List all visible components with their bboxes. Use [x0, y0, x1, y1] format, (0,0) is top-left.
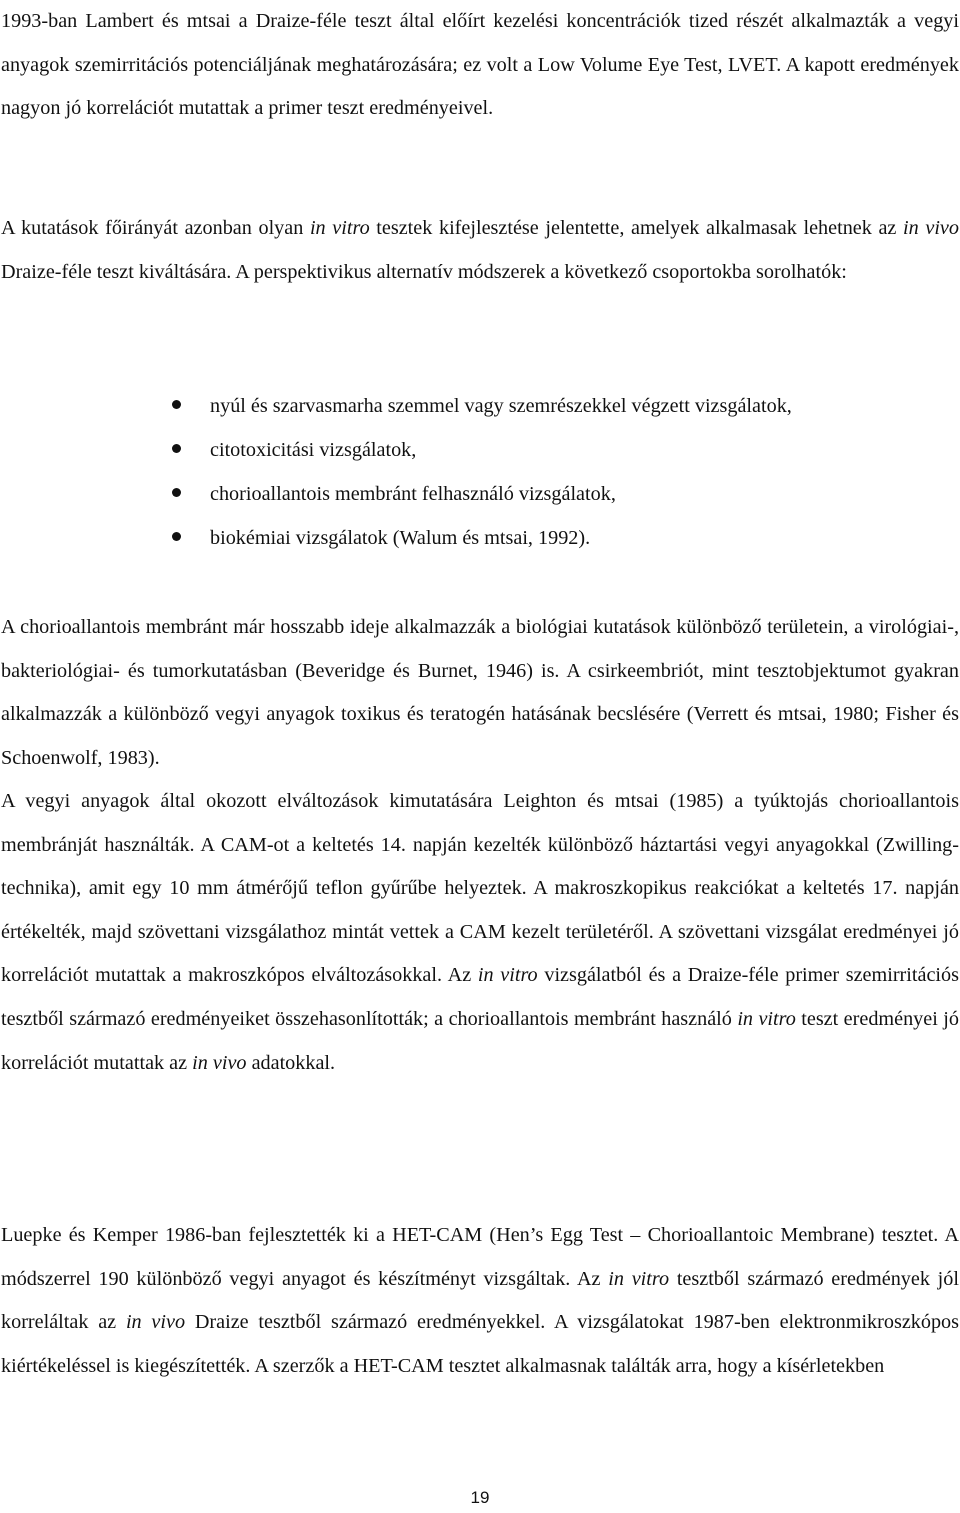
list-item-text: biokémiai vizsgálatok (Walum és mtsai, 1992).: [210, 527, 591, 549]
text-run: tesztek kifejlesztése jelentette, amelyek alkalmasak lehetnek az: [369, 217, 904, 239]
text-run: A vegyi anyagok által okozott elváltozások kimutatására Leighton és mtsai (1985) a tyúktojás chorioallantois membránját használták. A CAM-ot a keltetés 14. napján kezelték különböző háztartási vegyi anyagokkal (Zwilling-technika), amit egy 10 mm átmérőjű teflon gyűrűbe helyeztek. A makroszkopikus reakciókat a keltetés 17. napján értékelték, majd szövettani vizsgálathoz mintát vettek a CAM kezelt területéről. A szövettani vizsgálat eredményei jó korrelációt mutattak a makroszkópos elváltozásokkal. Az: [1, 790, 959, 987]
bullet-icon: [172, 400, 181, 409]
alternative-methods-list: [172, 384, 958, 560]
list-item-text: nyúl és szarvasmarha szemmel vagy szemrészekkel végzett vizsgálatok,: [210, 395, 792, 417]
italic-term: in vitro: [477, 964, 538, 987]
list-item: [172, 428, 958, 472]
italic-term: in vivo: [125, 1311, 186, 1334]
list-item: [172, 516, 958, 560]
italic-term: in vitro: [737, 1007, 796, 1030]
italic-term: in vitro: [608, 1267, 670, 1290]
text-run: Draize-féle teszt kiváltására. A perspektivikus alternatív módszerek a következő csoportokba sorolhatók:: [1, 260, 847, 283]
text-run: vizsgálatból és a Draize-féle primer szemirritációs tesztből származó eredményeiket összehasonlították; a chorioallantois membránt használó: [1, 964, 959, 1030]
list-item: [172, 384, 958, 428]
bullet-icon: [172, 532, 181, 541]
list-item-text: chorioallantois membránt felhasználó vizsgálatok,: [210, 483, 616, 505]
list-item: [172, 472, 958, 516]
paragraph-cam-history: [1, 606, 959, 780]
text-run: Draize tesztből származó eredményekkel. A vizsgálatokat 1987-ben elektronmikroszkópos kiértékeléssel is kiegészítették. A szerzők a HET-CAM tesztet alkalmasnak találták arra, hogy a kísérletekben: [1, 1311, 960, 1377]
page-number: 19: [470, 1488, 490, 1507]
text-run: Luepke és Kemper 1986-ban fejlesztették ki a HET-CAM (Hen’s Egg Test – Chorioallantoic Membrane) tesztet. A módszerrel 190 különböző vegyi anyagot és készítményt vizsgáltak. Az: [1, 1224, 959, 1290]
list-item-text: citotoxicitási vizsgálatok,: [210, 439, 417, 461]
text-run: 1993-ban Lambert és mtsai a Draize-féle teszt által előírt kezelési koncentrációk tized részét alkalmazták a vegyi anyagok szemirritációs potenciáljának meghatározására; ez volt a Low Volume Eye Test, LVET. A kapott eredmények nagyon jó korrelációt mutattak a primer teszt eredményeivel.: [1, 10, 959, 120]
paragraph-in-vitro-intro: [1, 207, 959, 294]
text-run: adatokkal.: [246, 1051, 336, 1074]
text-run: A kutatások főirányát azonban olyan: [1, 217, 310, 239]
text-run: tesztből származó eredmények jól korreláltak az: [1, 1267, 959, 1334]
bullet-icon: [172, 488, 181, 497]
text-run: teszt eredményei jó korrelációt mutattak az: [1, 1007, 959, 1074]
italic-term: in vivo: [192, 1051, 247, 1074]
italic-term: in vitro: [309, 217, 370, 239]
text-run: A chorioallantois membránt már hosszabb ideje alkalmazzák a biológiai kutatások különböző területein, a virológiai-, bakteriológiai- és tumorkutatásban (Beveridge és Burnet, 1946) is. A csirkeembriót, mint tesztobjektumot gyakran alkalmazzák a különböző vegyi anyagok toxikus és teratogén hatásának becslésére (Verrett és mtsai, 1980; Fisher és Schoenwolf, 1983).: [1, 616, 959, 769]
paragraph-lvet: [1, 0, 959, 131]
paragraph-het-cam: [1, 1214, 959, 1388]
paragraph-leighton: [1, 780, 959, 1085]
italic-term: in vivo: [903, 217, 959, 239]
bullet-icon: [172, 444, 181, 453]
